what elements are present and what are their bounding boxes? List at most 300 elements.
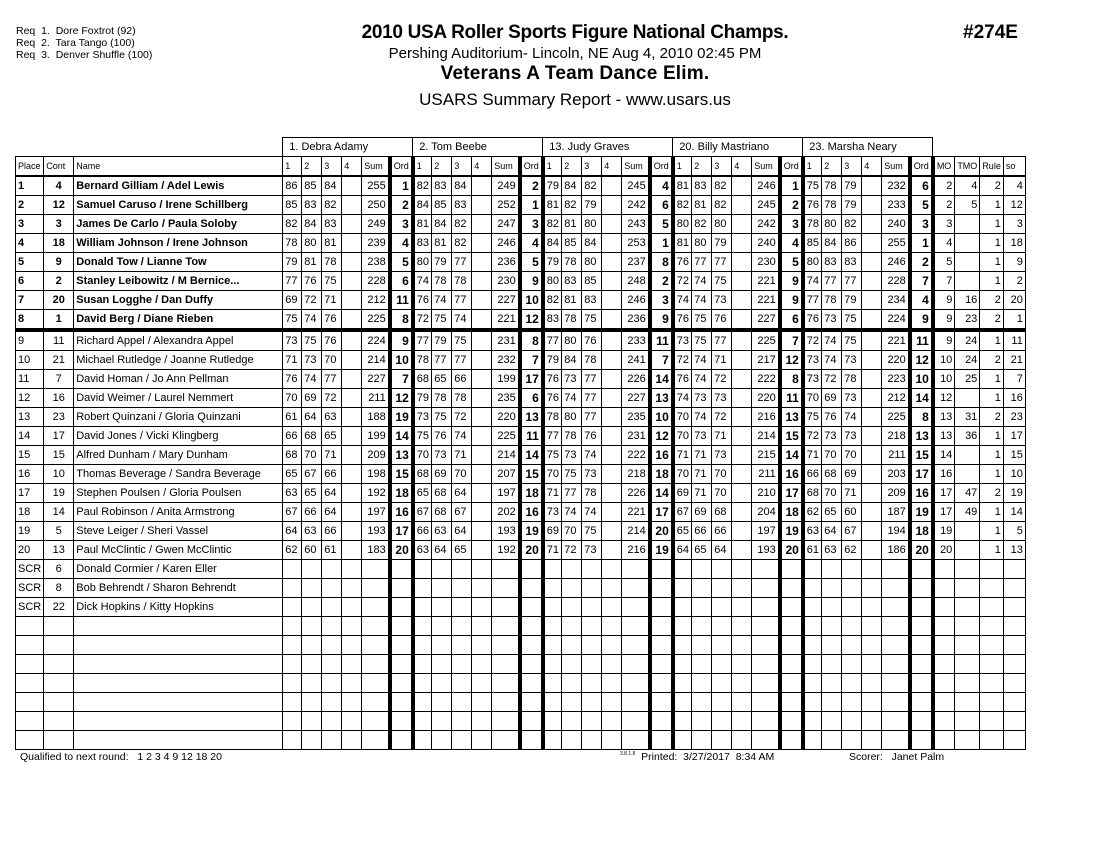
empty-cell xyxy=(562,712,582,731)
table-row xyxy=(16,465,1026,484)
rule: 1 xyxy=(980,446,1004,465)
ordinal: 9 xyxy=(780,272,803,291)
empty-cell xyxy=(302,655,322,674)
empty-cell xyxy=(44,636,74,655)
score: 78 xyxy=(322,253,342,272)
place: 17 xyxy=(16,484,44,503)
score-sum: 218 xyxy=(622,465,650,484)
score: 76 xyxy=(283,370,302,389)
score: 69 xyxy=(673,484,692,503)
empty-cell xyxy=(822,617,842,636)
score: 78 xyxy=(543,408,562,427)
ordinal: 11 xyxy=(780,389,803,408)
score: 84 xyxy=(432,215,452,234)
empty-cell xyxy=(582,636,602,655)
tmo xyxy=(955,579,980,598)
empty-cell xyxy=(1003,617,1025,636)
score-sum: 227 xyxy=(622,389,650,408)
score: 76 xyxy=(543,389,562,408)
place: 12 xyxy=(16,389,44,408)
score: 70 xyxy=(673,408,692,427)
rule: 2 xyxy=(980,484,1004,503)
score: 66 xyxy=(452,370,472,389)
score: 67 xyxy=(673,503,692,522)
empty-cell xyxy=(673,655,692,674)
score: 83 xyxy=(543,310,562,331)
so: 2 xyxy=(1003,272,1025,291)
col-header-ord: Ord xyxy=(520,157,543,177)
score: 64 xyxy=(283,522,302,541)
score: 66 xyxy=(322,522,342,541)
score: 68 xyxy=(283,446,302,465)
rule: 1 xyxy=(980,522,1004,541)
empty-cell xyxy=(520,674,543,693)
score: 61 xyxy=(322,541,342,560)
empty-cell xyxy=(692,693,712,712)
mo xyxy=(933,598,955,617)
empty-cell xyxy=(712,731,732,750)
rule: 1 xyxy=(980,503,1004,522)
score xyxy=(472,465,492,484)
score xyxy=(732,503,752,522)
rule: 1 xyxy=(980,465,1004,484)
score xyxy=(732,408,752,427)
score: 76 xyxy=(673,253,692,272)
score: 65 xyxy=(673,522,692,541)
score-sum: 233 xyxy=(882,196,910,215)
team-name: Susan Logghe / Dan Duffy xyxy=(74,291,283,310)
ordinal: 16 xyxy=(520,503,543,522)
col-header-4: 4 xyxy=(862,157,882,177)
empty-cell xyxy=(582,674,602,693)
so: 10 xyxy=(1003,465,1025,484)
empty-cell xyxy=(74,693,283,712)
ordinal: 17 xyxy=(780,484,803,503)
empty-cell xyxy=(432,712,452,731)
score xyxy=(342,389,362,408)
ordinal: 16 xyxy=(910,484,933,503)
score xyxy=(342,446,362,465)
score: 72 xyxy=(803,330,822,351)
mo: 14 xyxy=(933,446,955,465)
tmo: 24 xyxy=(955,330,980,351)
score xyxy=(862,541,882,560)
judge-name: 20. Billy Mastriano xyxy=(673,138,803,157)
ordinal: 12 xyxy=(910,351,933,370)
empty-cell xyxy=(955,731,980,750)
ordinal: 13 xyxy=(520,408,543,427)
score-sum: 225 xyxy=(492,427,520,446)
score xyxy=(342,598,362,617)
contestant-number: 22 xyxy=(44,598,74,617)
score: 79 xyxy=(432,253,452,272)
col-header-sum: Sum xyxy=(882,157,910,177)
score xyxy=(862,560,882,579)
score-sum: 225 xyxy=(362,310,390,331)
score: 63 xyxy=(822,541,842,560)
team-name: David Jones / Vicki Klingberg xyxy=(74,427,283,446)
score xyxy=(342,310,362,331)
score-sum xyxy=(882,598,910,617)
score: 71 xyxy=(692,465,712,484)
empty-cell xyxy=(432,693,452,712)
score-sum: 222 xyxy=(752,370,780,389)
score xyxy=(602,541,622,560)
empty-cell xyxy=(44,674,74,693)
score: 76 xyxy=(302,272,322,291)
score: 74 xyxy=(413,272,432,291)
score xyxy=(472,598,492,617)
score xyxy=(862,330,882,351)
col-header-rule: Rule xyxy=(980,157,1004,177)
score: 75 xyxy=(302,330,322,351)
empty-cell xyxy=(342,731,362,750)
empty-cell xyxy=(452,636,472,655)
score xyxy=(602,389,622,408)
score xyxy=(562,598,582,617)
empty-cell xyxy=(413,674,432,693)
score-sum: 194 xyxy=(882,522,910,541)
score-sum: 228 xyxy=(882,272,910,291)
empty-cell xyxy=(803,655,822,674)
empty-cell xyxy=(862,617,882,636)
ordinal: 19 xyxy=(650,541,673,560)
ordinal: 15 xyxy=(390,465,413,484)
table-row xyxy=(16,408,1026,427)
empty-cell xyxy=(933,712,955,731)
empty-cell xyxy=(842,636,862,655)
score: 76 xyxy=(413,291,432,310)
score xyxy=(472,310,492,331)
score: 84 xyxy=(322,176,342,196)
score-sum: 221 xyxy=(622,503,650,522)
ordinal: 4 xyxy=(910,291,933,310)
score-sum: 234 xyxy=(882,291,910,310)
score: 71 xyxy=(712,427,732,446)
score xyxy=(862,465,882,484)
ordinal: 8 xyxy=(390,310,413,331)
col-header-name: Name xyxy=(74,157,283,177)
score: 68 xyxy=(712,503,732,522)
score: 75 xyxy=(692,330,712,351)
score: 67 xyxy=(452,503,472,522)
col-header-sum: Sum xyxy=(622,157,650,177)
score xyxy=(602,579,622,598)
empty-cell xyxy=(1003,674,1025,693)
empty-cell xyxy=(712,712,732,731)
empty-cell xyxy=(362,636,390,655)
ordinal: 1 xyxy=(650,234,673,253)
score xyxy=(862,484,882,503)
score-sum: 239 xyxy=(362,234,390,253)
score: 64 xyxy=(712,541,732,560)
score: 76 xyxy=(322,330,342,351)
score xyxy=(602,427,622,446)
score: 79 xyxy=(432,330,452,351)
score: 83 xyxy=(692,176,712,196)
tmo: 24 xyxy=(955,351,980,370)
team-name: Michael Rutledge / Joanne Rutledge xyxy=(74,351,283,370)
empty-cell xyxy=(472,655,492,674)
score xyxy=(472,234,492,253)
score: 78 xyxy=(562,310,582,331)
table-row xyxy=(16,427,1026,446)
empty-cell xyxy=(562,693,582,712)
empty-cell xyxy=(980,617,1004,636)
ordinal: 7 xyxy=(520,351,543,370)
empty-cell xyxy=(413,617,432,636)
score: 76 xyxy=(673,370,692,389)
rule: 2 xyxy=(980,310,1004,331)
score: 75 xyxy=(322,272,342,291)
spacer xyxy=(16,138,283,157)
place: 19 xyxy=(16,522,44,541)
empty-cell xyxy=(582,655,602,674)
tmo: 5 xyxy=(955,196,980,215)
score: 73 xyxy=(712,291,732,310)
score: 81 xyxy=(543,196,562,215)
mo: 13 xyxy=(933,408,955,427)
ordinal: 19 xyxy=(390,408,413,427)
score: 75 xyxy=(432,310,452,331)
score-sum: 203 xyxy=(882,465,910,484)
ordinal: 7 xyxy=(910,272,933,291)
score xyxy=(602,291,622,310)
empty-cell xyxy=(933,655,955,674)
score: 79 xyxy=(543,176,562,196)
score-sum: 246 xyxy=(882,253,910,272)
score xyxy=(452,598,472,617)
score: 71 xyxy=(803,446,822,465)
score-sum: 211 xyxy=(882,446,910,465)
ordinal: 13 xyxy=(910,427,933,446)
score-sum: 212 xyxy=(882,389,910,408)
rule: 2 xyxy=(980,291,1004,310)
score-sum: 188 xyxy=(362,408,390,427)
tmo xyxy=(955,465,980,484)
empty-cell xyxy=(342,636,362,655)
score: 71 xyxy=(543,484,562,503)
score-sum: 220 xyxy=(752,389,780,408)
score-sum: 199 xyxy=(362,427,390,446)
ordinal: 20 xyxy=(910,541,933,560)
score-sum xyxy=(882,560,910,579)
score: 73 xyxy=(822,427,842,446)
empty-cell xyxy=(650,693,673,712)
score: 81 xyxy=(302,253,322,272)
ordinal: 2 xyxy=(390,196,413,215)
empty-cell xyxy=(712,674,732,693)
col-header-2: 2 xyxy=(692,157,712,177)
empty-cell xyxy=(342,655,362,674)
empty-cell xyxy=(432,655,452,674)
empty-cell xyxy=(752,693,780,712)
col-header-mo: MO xyxy=(933,157,955,177)
score: 85 xyxy=(302,176,322,196)
score: 69 xyxy=(822,389,842,408)
mo xyxy=(933,579,955,598)
score: 74 xyxy=(582,446,602,465)
score xyxy=(822,579,842,598)
score-sum: 221 xyxy=(492,310,520,331)
score: 77 xyxy=(712,330,732,351)
ordinal xyxy=(390,579,413,598)
score: 76 xyxy=(822,408,842,427)
score: 82 xyxy=(322,196,342,215)
empty-cell xyxy=(862,712,882,731)
team-name: Bob Behrendt / Sharon Behrendt xyxy=(74,579,283,598)
score: 63 xyxy=(302,522,322,541)
score: 63 xyxy=(283,484,302,503)
team-name: Robert Quinzani / Gloria Quinzani xyxy=(74,408,283,427)
table-row xyxy=(16,272,1026,291)
place: SCR xyxy=(16,579,44,598)
empty-cell xyxy=(452,731,472,750)
score: 73 xyxy=(712,389,732,408)
score xyxy=(342,291,362,310)
empty-cell xyxy=(452,655,472,674)
so: 5 xyxy=(1003,522,1025,541)
ordinal: 5 xyxy=(910,196,933,215)
score xyxy=(732,215,752,234)
score-sum: 253 xyxy=(622,234,650,253)
score-sum xyxy=(752,579,780,598)
score xyxy=(862,291,882,310)
empty-cell xyxy=(390,636,413,655)
score: 65 xyxy=(692,541,712,560)
score: 84 xyxy=(562,351,582,370)
score: 78 xyxy=(562,253,582,272)
col-header-ord: Ord xyxy=(780,157,803,177)
empty-cell xyxy=(543,731,562,750)
score-sum: 211 xyxy=(362,389,390,408)
score: 82 xyxy=(543,215,562,234)
rule: 1 xyxy=(980,272,1004,291)
contestant-number: 19 xyxy=(44,484,74,503)
judge-name: 23. Marsha Neary xyxy=(803,138,933,157)
ordinal: 7 xyxy=(650,351,673,370)
empty-cell xyxy=(933,617,955,636)
so: 13 xyxy=(1003,541,1025,560)
mo: 4 xyxy=(933,234,955,253)
empty-cell xyxy=(390,693,413,712)
empty-cell xyxy=(390,712,413,731)
empty-cell xyxy=(582,617,602,636)
empty-cell xyxy=(562,617,582,636)
empty-cell xyxy=(732,674,752,693)
empty-cell xyxy=(822,693,842,712)
score: 73 xyxy=(712,446,732,465)
score-sum: 232 xyxy=(492,351,520,370)
score-sum: 209 xyxy=(882,484,910,503)
score: 69 xyxy=(692,503,712,522)
so: 9 xyxy=(1003,253,1025,272)
score: 77 xyxy=(842,272,862,291)
mo: 9 xyxy=(933,330,955,351)
score xyxy=(342,408,362,427)
empty-cell xyxy=(980,674,1004,693)
score: 70 xyxy=(452,465,472,484)
place: SCR xyxy=(16,598,44,617)
rule: 1 xyxy=(980,389,1004,408)
score xyxy=(582,579,602,598)
score: 79 xyxy=(712,234,732,253)
empty-cell xyxy=(362,617,390,636)
ordinal xyxy=(780,579,803,598)
score: 75 xyxy=(842,330,862,351)
score: 74 xyxy=(842,408,862,427)
empty-cell xyxy=(732,693,752,712)
contestant-number: 8 xyxy=(44,579,74,598)
ordinal: 13 xyxy=(390,446,413,465)
score: 73 xyxy=(283,330,302,351)
tmo: 16 xyxy=(955,291,980,310)
score: 79 xyxy=(842,176,862,196)
score xyxy=(732,370,752,389)
score: 72 xyxy=(712,370,732,389)
ordinal xyxy=(520,560,543,579)
empty-cell xyxy=(803,636,822,655)
score: 72 xyxy=(322,389,342,408)
tmo: 47 xyxy=(955,484,980,503)
empty-cell xyxy=(602,617,622,636)
score xyxy=(732,253,752,272)
empty-cell xyxy=(543,617,562,636)
empty-cell xyxy=(673,674,692,693)
score: 74 xyxy=(673,291,692,310)
empty-cell xyxy=(673,693,692,712)
score: 86 xyxy=(283,176,302,196)
score-sum: 230 xyxy=(752,253,780,272)
score-sum xyxy=(622,560,650,579)
empty-cell xyxy=(842,674,862,693)
contestant-number: 10 xyxy=(44,465,74,484)
team-name: James De Carlo / Paula Soloby xyxy=(74,215,283,234)
score: 75 xyxy=(842,310,862,331)
place: 11 xyxy=(16,370,44,389)
tmo: 49 xyxy=(955,503,980,522)
rule: 2 xyxy=(980,176,1004,196)
score-sum: 241 xyxy=(622,351,650,370)
col-header-3: 3 xyxy=(842,157,862,177)
score xyxy=(822,560,842,579)
ordinal: 8 xyxy=(520,330,543,351)
score: 82 xyxy=(712,176,732,196)
empty-cell xyxy=(910,693,933,712)
empty-cell xyxy=(472,712,492,731)
score-sum: 249 xyxy=(492,176,520,196)
score: 76 xyxy=(322,310,342,331)
score xyxy=(432,560,452,579)
empty-row xyxy=(16,693,1026,712)
judge-header-row xyxy=(16,138,1026,157)
ordinal: 2 xyxy=(780,196,803,215)
col-header-1: 1 xyxy=(803,157,822,177)
empty-cell xyxy=(980,712,1004,731)
score xyxy=(472,330,492,351)
table-row xyxy=(16,291,1026,310)
score: 73 xyxy=(842,389,862,408)
empty-cell xyxy=(822,636,842,655)
score: 76 xyxy=(803,196,822,215)
score xyxy=(342,272,362,291)
score: 78 xyxy=(582,484,602,503)
so xyxy=(1003,598,1025,617)
ordinal: 2 xyxy=(650,272,673,291)
score: 79 xyxy=(842,196,862,215)
ordinal xyxy=(390,598,413,617)
empty-cell xyxy=(910,712,933,731)
